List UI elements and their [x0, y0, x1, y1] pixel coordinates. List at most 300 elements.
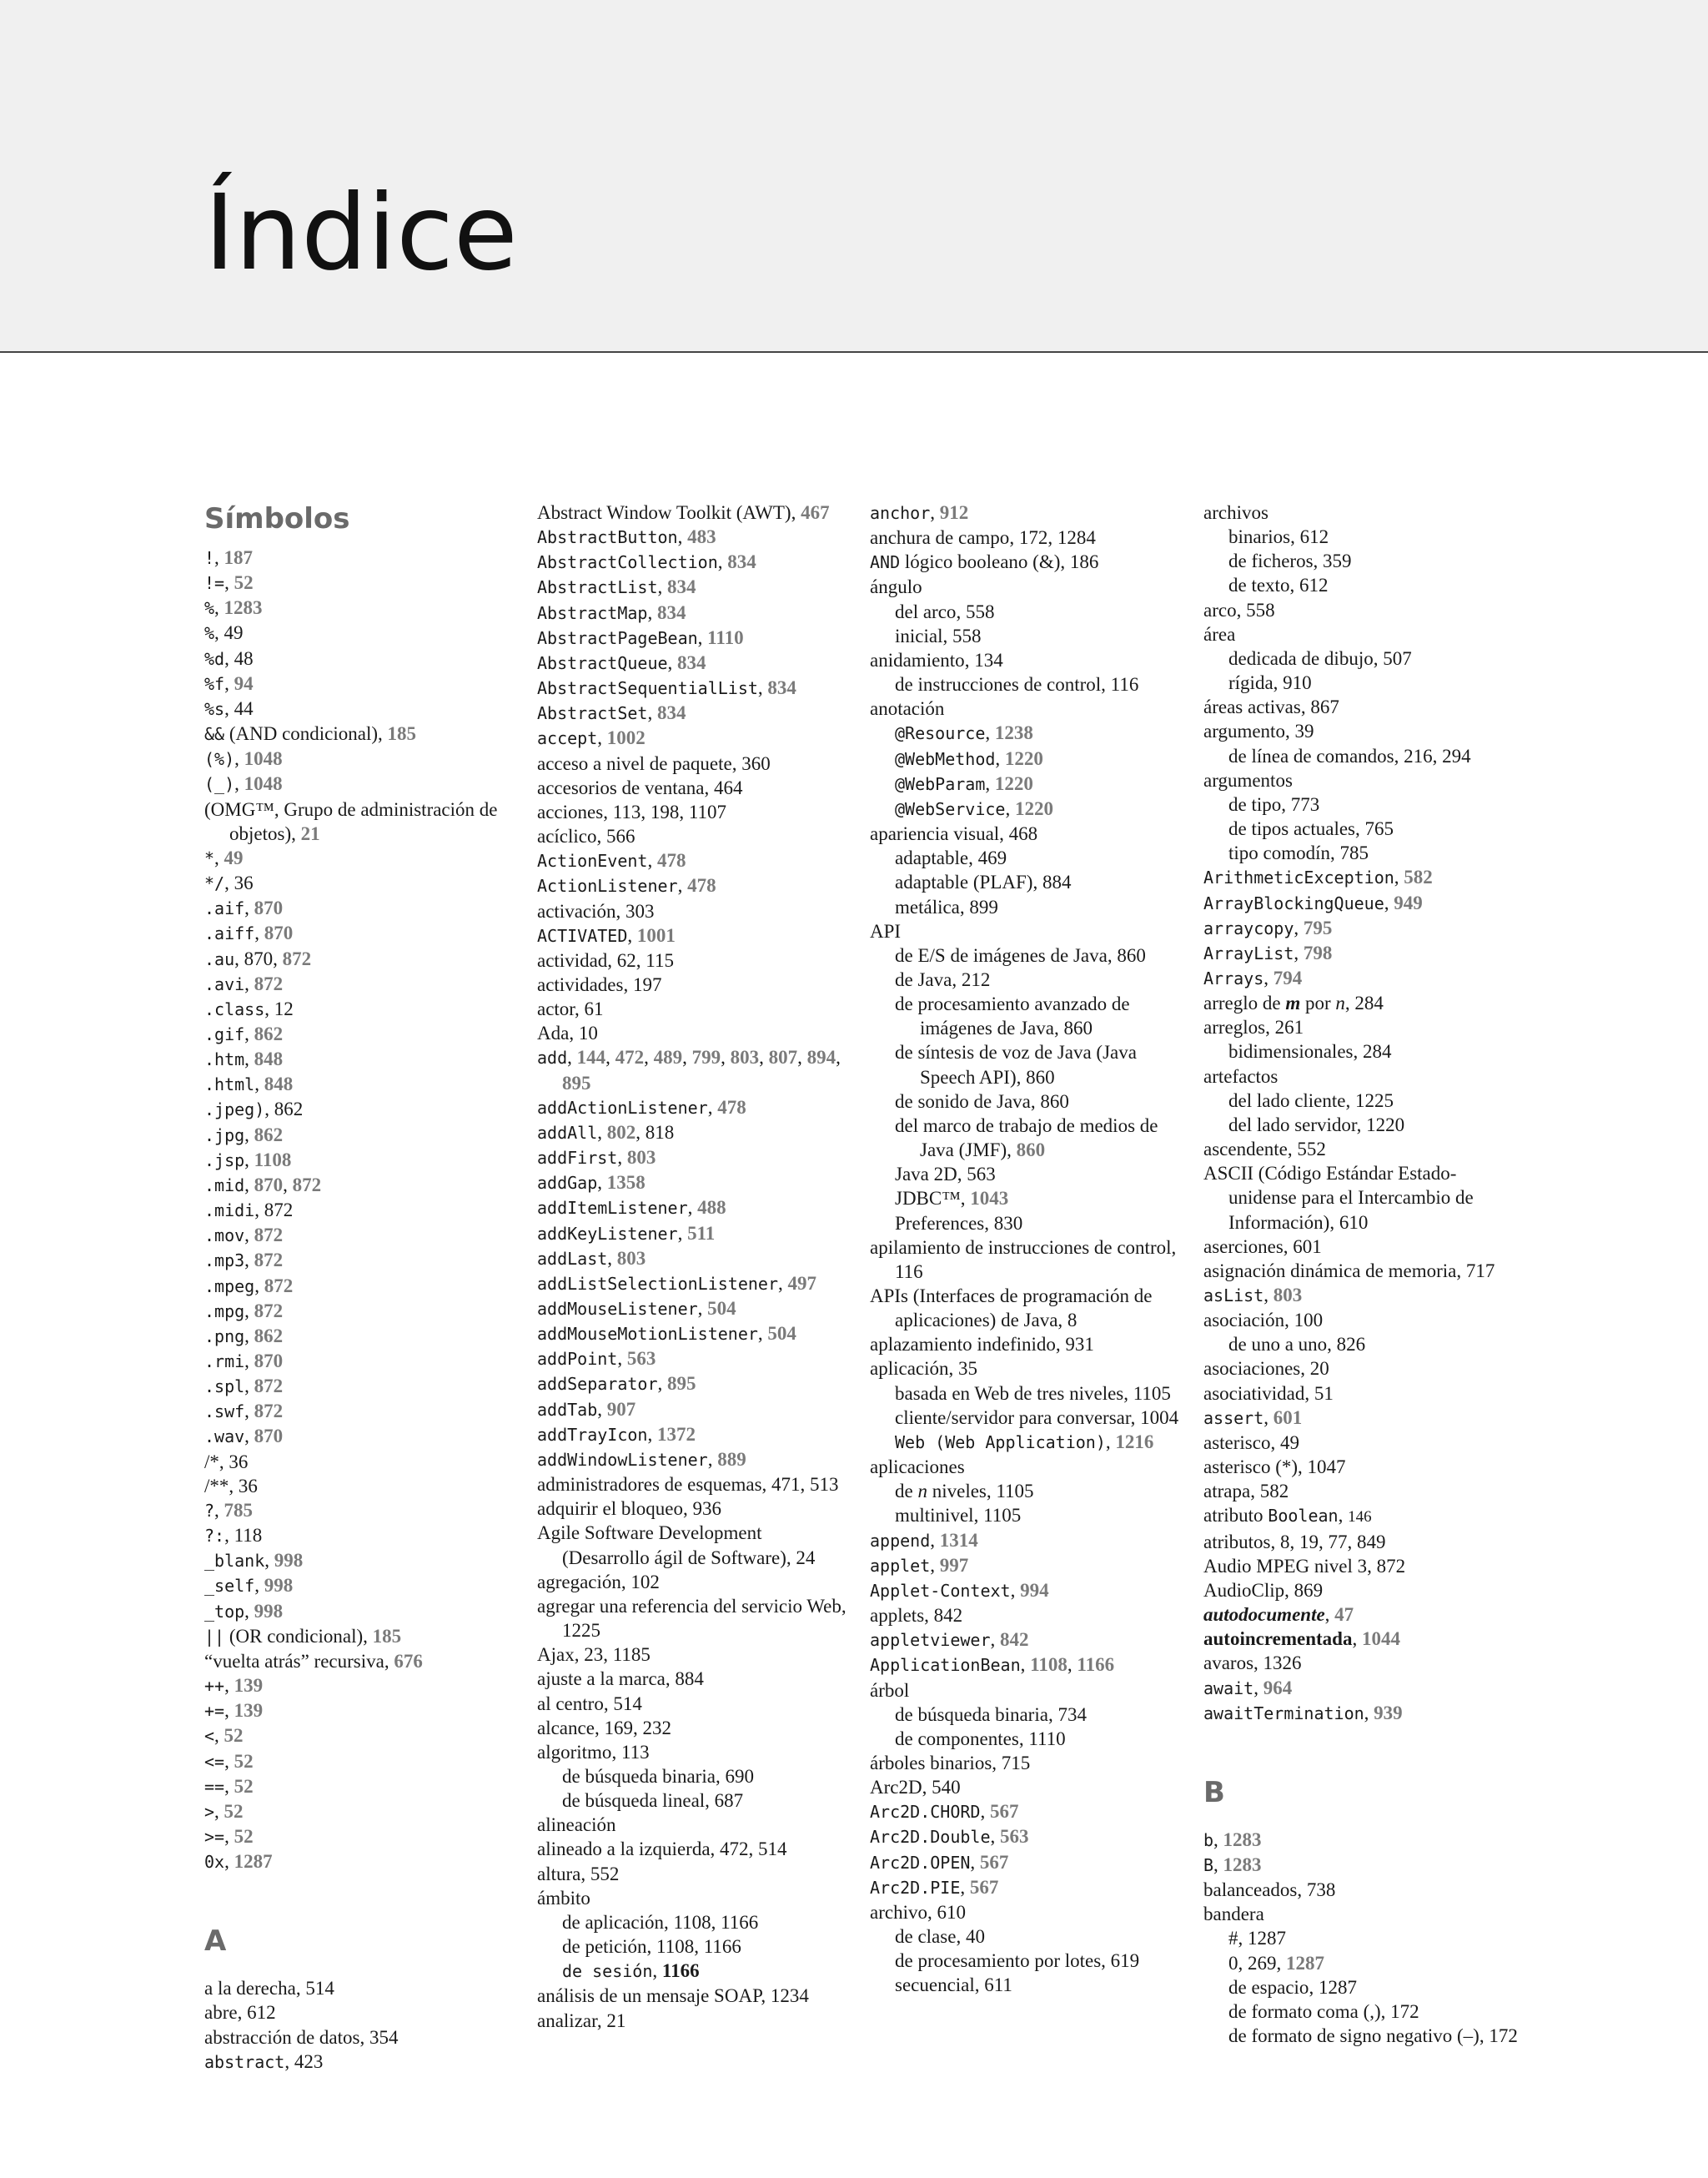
- index-term: (AND condicional): [224, 723, 379, 745]
- index-term: de síntesis de voz de Java (Java Speech API): [895, 1042, 1137, 1088]
- page-ref: 269: [1248, 1952, 1277, 1974]
- page-ref: 1108: [1030, 1654, 1068, 1676]
- index-term-code: AbstractSequentialList: [537, 678, 758, 699]
- index-entry: ApplicationBean, 1108, 1166: [870, 1654, 1115, 1676]
- index-entry: addPoint, 563: [537, 1348, 656, 1370]
- index-term: de clase: [895, 1926, 957, 1948]
- index-term: aplicaciones: [870, 1456, 965, 1478]
- index-term: /*: [204, 1451, 219, 1472]
- page-ref: 20: [1309, 1358, 1329, 1380]
- index-entry: arreglo de m por n, 284: [1203, 993, 1384, 1014]
- index-term: adaptable (PLAF): [895, 872, 1033, 893]
- page-ref: 899: [969, 896, 998, 918]
- page-ref: 144: [576, 1047, 606, 1069]
- index-entry: Audio MPEG nivel 3, 872: [1203, 1555, 1406, 1577]
- page-ref: 483: [687, 526, 716, 548]
- index-entry: AbstractQueue, 834: [537, 651, 706, 673]
- index-term-code: ApplicationBean: [870, 1655, 1021, 1676]
- index-term: de texto: [1228, 575, 1290, 596]
- index-entry: Agile Software Development (Desarrollo ágil de Software), 24: [537, 1522, 816, 1568]
- page-ref: 848: [264, 1074, 294, 1095]
- page-ref: 1043: [970, 1188, 1009, 1210]
- index-term: alcance: [537, 1717, 595, 1738]
- index-term: Audio MPEG nivel 3: [1203, 1555, 1368, 1577]
- page-ref: 998: [264, 1575, 294, 1597]
- page-ref: 785: [1339, 843, 1369, 864]
- index-subentry: de petición, 1108, 1166: [562, 1936, 741, 1958]
- page-ref: 497: [787, 1272, 816, 1294]
- index-entry: AbstractSequentialList, 834: [537, 677, 796, 699]
- page-ref: 867: [1310, 697, 1339, 718]
- index-term-code: appletviewer: [870, 1630, 991, 1651]
- page-ref: 610: [937, 1901, 966, 1923]
- index-subentry: de componentes, 1110: [895, 1728, 1066, 1749]
- index-term-code: assert: [1203, 1407, 1264, 1428]
- page-ref: 8: [1280, 1531, 1290, 1552]
- page-title: Índice: [204, 173, 518, 294]
- index-term-code: ActionEvent: [537, 851, 648, 872]
- index-term-code: .class: [204, 998, 265, 1019]
- index-subentry: de síntesis de voz de Java (Java Speech API), 860: [895, 1042, 1137, 1088]
- page-ref: 1105: [996, 1481, 1034, 1502]
- page-ref: 1108: [656, 1936, 695, 1958]
- index-subentry: @Resource, 1238: [895, 722, 1033, 744]
- index-term-code: (_): [204, 774, 235, 795]
- index-entry: *, 49: [204, 847, 244, 868]
- index-term-code: (%): [204, 749, 235, 770]
- page-ref: 48: [234, 647, 254, 669]
- index-term: análisis de un mensaje SOAP: [537, 1985, 761, 2007]
- index-term: arco: [1203, 599, 1237, 621]
- index-term-code: Arc2D.PIE: [870, 1877, 961, 1898]
- index-term: de formato de signo negativo (–): [1228, 2025, 1479, 2047]
- section-heading: B: [1203, 1775, 1225, 1809]
- index-term: abstracción de datos: [204, 2026, 360, 2048]
- page-ref: 907: [606, 1398, 636, 1420]
- index-term-code: AbstractMap: [537, 602, 648, 623]
- page-ref: 1044: [1361, 1628, 1400, 1650]
- index-entry: /*, 36: [204, 1451, 249, 1472]
- index-term: asociaciones: [1203, 1358, 1301, 1380]
- page-ref: 582: [1404, 867, 1433, 888]
- index-entry: %s, 44: [204, 697, 254, 719]
- page-ref: 964: [1263, 1677, 1293, 1698]
- index-term-code: .png: [204, 1325, 245, 1346]
- page-ref: 1284: [1057, 527, 1096, 549]
- index-entry: arreglos, 261: [1203, 1017, 1304, 1039]
- index-subentry: de sesión, 1166: [562, 1960, 700, 1982]
- index-entry: .png, 862: [204, 1325, 284, 1346]
- index-term: actor: [537, 998, 575, 1020]
- page-ref: 216: [1404, 745, 1433, 767]
- page-ref: 478: [656, 850, 686, 872]
- index-subentry: de Java, 212: [895, 968, 991, 990]
- page-ref: 294: [1442, 745, 1471, 767]
- page-ref: 113: [612, 801, 641, 822]
- page-ref: 1220: [1004, 747, 1043, 769]
- page-ref: 884: [675, 1668, 704, 1690]
- index-term-code: .mid: [204, 1175, 245, 1195]
- index-entry: al centro, 514: [537, 1693, 642, 1714]
- index-term-code: addActionListener: [537, 1097, 708, 1118]
- index-term-code: addWindowListener: [537, 1449, 708, 1470]
- index-entry: .gif, 862: [204, 1023, 284, 1044]
- index-entry: administradores de esquemas, 471, 513: [537, 1474, 839, 1496]
- index-entry: actividad, 62, 115: [537, 949, 674, 971]
- index-term-code: !=: [204, 573, 225, 594]
- index-term: apilamiento de instrucciones de control: [870, 1236, 1172, 1258]
- page-ref: 478: [717, 1096, 746, 1118]
- index-entry: actor, 61: [537, 998, 604, 1020]
- index-term-code: ==: [204, 1776, 225, 1797]
- page-ref: 552: [1297, 1139, 1326, 1160]
- page-ref: 185: [387, 723, 417, 745]
- page-ref: 1185: [612, 1644, 651, 1666]
- index-term: de uno a uno: [1228, 1334, 1328, 1356]
- page-ref: 687: [714, 1790, 744, 1812]
- page-ref: 773: [1290, 793, 1320, 815]
- index-term-code: Arc2D.OPEN: [870, 1852, 971, 1873]
- index-subentry: del arco, 558: [895, 601, 995, 622]
- index-subentry: dedicada de dibujo, 507: [1228, 647, 1412, 669]
- index-entry: applet, 997: [870, 1554, 969, 1576]
- index-entry: addSeparator, 895: [537, 1373, 696, 1395]
- index-term: metálica: [895, 896, 960, 918]
- page-ref: 567: [969, 1876, 999, 1898]
- page-ref: 582: [1259, 1481, 1289, 1502]
- index-term-code: >: [204, 1801, 215, 1822]
- index-term-code: 0x: [204, 1852, 225, 1873]
- index-term-code: addTab: [537, 1399, 598, 1420]
- index-subentry: de formato coma (,), 172: [1228, 2000, 1419, 2022]
- page-ref: 872: [282, 948, 312, 969]
- index-term-code: .aiff: [204, 923, 255, 944]
- index-entry: ajuste a la marca, 884: [537, 1668, 704, 1690]
- index-entry: >, 52: [204, 1800, 244, 1822]
- index-subentry: adaptable (PLAF), 884: [895, 872, 1072, 893]
- page-ref: 798: [1303, 942, 1333, 963]
- index-term-code: abstract: [204, 2051, 285, 2072]
- page-ref: 94: [234, 672, 254, 694]
- index-term-code: AbstractSet: [537, 703, 648, 724]
- page-ref: 558: [1246, 599, 1275, 621]
- index-entry: ++, 139: [204, 1675, 264, 1697]
- page-ref: 1283: [224, 597, 263, 619]
- page-ref: 359: [1323, 551, 1352, 572]
- page-ref: 1107: [688, 801, 726, 822]
- page-ref: 187: [224, 547, 254, 568]
- index-term: asignación dinámica de memoria: [1203, 1260, 1457, 1281]
- index-term: acíclico: [537, 826, 597, 848]
- index-term: aplazamiento indefinido: [870, 1334, 1056, 1356]
- index-term: analizar: [537, 2009, 597, 2031]
- index-term: /**: [204, 1475, 229, 1496]
- index-term-code: <=: [204, 1751, 225, 1772]
- index-term: de n niveles: [895, 1481, 987, 1502]
- page-ref: 464: [714, 777, 743, 798]
- index-entry: addMouseMotionListener, 504: [537, 1323, 796, 1345]
- index-term: alineación: [537, 1814, 616, 1836]
- index-term-code: ActionListener: [537, 876, 678, 897]
- page-ref: 513: [810, 1474, 839, 1496]
- index-entry: análisis de un mensaje SOAP, 1234: [537, 1985, 809, 2007]
- index-entry: [1203, 1902, 1520, 1926]
- index-term: de búsqueda binaria: [895, 1703, 1048, 1725]
- index-subentry: rígida, 910: [1228, 672, 1312, 694]
- page-ref: 1287: [234, 1851, 273, 1873]
- page-ref: 21: [300, 822, 320, 844]
- index-subentry: de tipo, 773: [1228, 793, 1320, 815]
- index-subentry: @WebMethod, 1220: [895, 747, 1043, 769]
- page-ref: 1048: [244, 748, 283, 770]
- page-ref: 1287: [1286, 1952, 1324, 1974]
- index-entry: ActionListener, 478: [537, 875, 716, 897]
- index-term: áreas activas: [1203, 697, 1301, 718]
- index-entry: actividades, 197: [537, 973, 662, 995]
- index-subentry: de procesamiento avanzado de imágenes de Java, 860: [895, 993, 1130, 1039]
- index-term-code: AbstractQueue: [537, 652, 668, 673]
- chapter-header: [0, 0, 1708, 353]
- index-term: bidimensionales: [1228, 1041, 1354, 1063]
- index-entry: [870, 1455, 1187, 1479]
- index-entry: addItemListener, 488: [537, 1197, 726, 1219]
- index-subentry: tipo comodín, 785: [1228, 843, 1369, 864]
- index-entry: assert, 601: [1203, 1406, 1303, 1428]
- index-term-code: ACTIVATED: [537, 925, 628, 946]
- index-entry: %, 49: [204, 622, 244, 644]
- index-term: altura: [537, 1863, 581, 1884]
- index-entry: addFirst, 803: [537, 1147, 656, 1169]
- index-entry: B, 1283: [1203, 1854, 1262, 1875]
- page-ref: 894: [806, 1047, 836, 1069]
- page-ref: 284: [1362, 1041, 1392, 1063]
- index-entry: ==, 52: [204, 1775, 254, 1797]
- index-entry: ActionEvent, 478: [537, 850, 686, 872]
- index-entry: _self, 998: [204, 1575, 294, 1597]
- page-ref: 870: [244, 948, 274, 969]
- index-term: asociación: [1203, 1310, 1285, 1331]
- index-term-code: @WebService: [895, 798, 1006, 819]
- index-term: anotación: [870, 698, 945, 720]
- page-ref: 198: [650, 801, 680, 822]
- index-term: actividad: [537, 949, 608, 971]
- index-entry: appletviewer, 842: [870, 1629, 1029, 1651]
- page-ref: 830: [993, 1212, 1023, 1234]
- page-ref: 134: [974, 649, 1003, 671]
- index-term-code: .avi: [204, 973, 245, 994]
- index-subentry: de n niveles, 1105: [895, 1481, 1034, 1502]
- page-ref: 51: [1314, 1382, 1334, 1404]
- index-entry: analizar, 21: [537, 2009, 626, 2031]
- page-ref: 1108: [673, 1911, 711, 1933]
- index-term: secuencial: [895, 1974, 975, 1996]
- index-term-code: .jsp: [204, 1149, 245, 1170]
- index-entry: AbstractCollection, 834: [537, 551, 756, 573]
- index-term: algoritmo: [537, 1741, 612, 1763]
- page-ref: 36: [234, 873, 254, 894]
- index-term: anidamiento: [870, 649, 965, 671]
- page-ref: 834: [667, 576, 696, 598]
- index-entry: addMouseListener, 504: [537, 1298, 736, 1319]
- index-term: Ajax: [537, 1644, 575, 1666]
- page-ref: 52: [234, 1750, 254, 1772]
- index-entry: accept, 1002: [537, 727, 646, 749]
- page-ref: 19: [1299, 1531, 1319, 1552]
- index-term-code: addPoint: [537, 1349, 618, 1370]
- page-ref: 799: [691, 1047, 721, 1069]
- page-ref: 472: [720, 1838, 749, 1860]
- page-ref: 765: [1364, 818, 1394, 840]
- index-term-code: .au: [204, 948, 235, 969]
- page-ref: 52: [224, 1725, 244, 1747]
- page-ref: 172: [1489, 2025, 1518, 2047]
- index-subentry: de uno a uno, 826: [1228, 1334, 1366, 1356]
- index-term-code: arraycopy: [1203, 918, 1294, 938]
- index-term: Agile Software Development (Desarrollo ágil de Software): [537, 1522, 786, 1568]
- index-term-code: AND: [870, 552, 901, 573]
- page-ref: 552: [590, 1863, 620, 1884]
- index-entry: anidamiento, 134: [870, 649, 1003, 671]
- index-entry: AND lógico booleano (&), 186: [870, 551, 1099, 573]
- index-term-code: Arrays: [1203, 968, 1264, 988]
- page-ref: 834: [656, 702, 686, 724]
- index-entry: (_), 1048: [204, 773, 283, 795]
- index-entry: %f, 94: [204, 672, 254, 694]
- page-ref: 566: [606, 826, 635, 848]
- index-subentry: de búsqueda lineal, 687: [562, 1790, 744, 1812]
- index-term-code: .html: [204, 1074, 255, 1095]
- page-ref: 44: [234, 697, 254, 719]
- page-ref: 795: [1303, 917, 1333, 938]
- page-ref: 1283: [1223, 1854, 1262, 1875]
- page-ref: 1358: [606, 1172, 646, 1194]
- index-term: applets: [870, 1605, 925, 1627]
- page-ref: 842: [1000, 1629, 1029, 1651]
- index-term: abre: [204, 2002, 238, 2024]
- page-ref: 62: [616, 949, 636, 971]
- page-ref: 540: [932, 1777, 961, 1798]
- index-entry: a la derecha, 514: [204, 1978, 334, 1999]
- index-term-code: anchor: [870, 503, 931, 523]
- page-ref: 115: [646, 949, 674, 971]
- index-term: alineado a la izquierda: [537, 1838, 711, 1860]
- index-entry: altura, 552: [537, 1863, 620, 1884]
- page-ref: 423: [294, 2050, 324, 2072]
- index-column-3: [870, 500, 1187, 1998]
- index-term-code: !: [204, 548, 215, 568]
- index-subentry: de ficheros, 359: [1228, 551, 1352, 572]
- index-entry: AbstractPageBean, 1110: [537, 626, 744, 648]
- index-entry: .mpg, 872: [204, 1300, 284, 1321]
- index-term: asociatividad: [1203, 1382, 1305, 1404]
- index-term-code: B: [1203, 1854, 1214, 1875]
- page-ref: 998: [274, 1550, 304, 1572]
- page-ref: 862: [254, 1124, 284, 1145]
- index-entry: ascendente, 552: [1203, 1139, 1326, 1160]
- index-entry: arco, 558: [1203, 599, 1275, 621]
- index-term-code: Web (Web Application): [895, 1431, 1106, 1452]
- index-entry: append, 1314: [870, 1529, 978, 1551]
- index-entry: [870, 1678, 1187, 1703]
- index-term-code: Applet-Context: [870, 1580, 1011, 1601]
- index-term: Abstract Window Toolkit (AWT): [537, 502, 791, 523]
- page-ref: 212: [961, 968, 991, 990]
- index-entry: .aif, 870: [204, 898, 284, 919]
- index-term-code: .rmi: [204, 1351, 245, 1371]
- index-entry: atrapa, 582: [1203, 1481, 1289, 1502]
- index-entry: balanceados, 738: [1203, 1879, 1336, 1901]
- page-ref: 469: [977, 848, 1007, 869]
- page-ref: 860: [1063, 1018, 1093, 1039]
- index-entry: accesorios de ventana, 464: [537, 777, 743, 798]
- index-term: aserciones: [1203, 1235, 1284, 1257]
- index-entry: !=, 52: [204, 572, 254, 594]
- page-ref: 24: [796, 1547, 816, 1568]
- index-subentry: de formato de signo negativo (–), 172: [1228, 2025, 1518, 2047]
- index-term-code: addAll: [537, 1122, 598, 1143]
- index-term: accesorios de ventana: [537, 777, 705, 798]
- index-term: de tipo: [1228, 793, 1282, 815]
- page-ref: 100: [1294, 1310, 1324, 1331]
- page-ref: 21: [606, 2009, 626, 2031]
- index-subentry: @WebParam, 1220: [895, 772, 1033, 794]
- index-term: de E/S de imágenes de Java: [895, 944, 1108, 966]
- index-entry: */, 36: [204, 873, 254, 894]
- index-term: al centro: [537, 1693, 604, 1714]
- index-term-code: ||: [204, 1626, 225, 1647]
- index-entry: .rmi, 870: [204, 1351, 284, 1371]
- page-ref: 1002: [606, 727, 646, 749]
- page-ref: 690: [725, 1765, 754, 1787]
- page-ref: 949: [1394, 892, 1423, 913]
- index-term: binarios: [1228, 526, 1291, 548]
- index-entry: ArrayList, 798: [1203, 942, 1333, 963]
- page-ref: 261: [1274, 1017, 1304, 1039]
- index-term-code: .mp3: [204, 1250, 245, 1271]
- page-ref: 889: [717, 1448, 746, 1470]
- page-ref: 1287: [1318, 1976, 1357, 1998]
- page-ref: 860: [1026, 1066, 1055, 1088]
- index-term: artefactos: [1203, 1065, 1278, 1087]
- index-subentry: Preferences, 830: [895, 1212, 1023, 1234]
- page-ref: 834: [677, 651, 706, 673]
- index-term: lógico booleano (&): [900, 551, 1061, 573]
- page-ref: 77: [1328, 1531, 1348, 1552]
- page-ref: 567: [989, 1801, 1019, 1823]
- page-ref: 872: [292, 1174, 322, 1195]
- index-entry: [870, 919, 1187, 943]
- index-subentry: @WebService, 1220: [895, 797, 1053, 819]
- index-entry: anchor, 912: [870, 502, 969, 523]
- index-entry: [870, 575, 1187, 599]
- index-subentry: bidimensionales, 284: [1228, 1041, 1392, 1063]
- index-entry: <, 52: [204, 1725, 244, 1747]
- index-entry: arraycopy, 795: [1203, 917, 1333, 938]
- page-ref: 872: [254, 1376, 284, 1397]
- index-term-code: addMouseMotionListener: [537, 1324, 758, 1345]
- index-term: #: [1228, 1928, 1238, 1949]
- index-entry: Ada, 10: [537, 1023, 598, 1044]
- page-ref: 676: [394, 1650, 423, 1672]
- page-ref: 40: [965, 1926, 985, 1948]
- index-entry: [870, 697, 1187, 721]
- index-entry: Arc2D.CHORD, 567: [870, 1801, 1019, 1823]
- index-subentry: Web (Web Application), 1216: [895, 1431, 1154, 1452]
- index-subentry: adaptable, 469: [895, 848, 1007, 869]
- index-term: “vuelta atrás” recursiva: [204, 1650, 384, 1672]
- index-entry: asociación, 100: [1203, 1310, 1324, 1331]
- page-ref: 803: [626, 1147, 656, 1169]
